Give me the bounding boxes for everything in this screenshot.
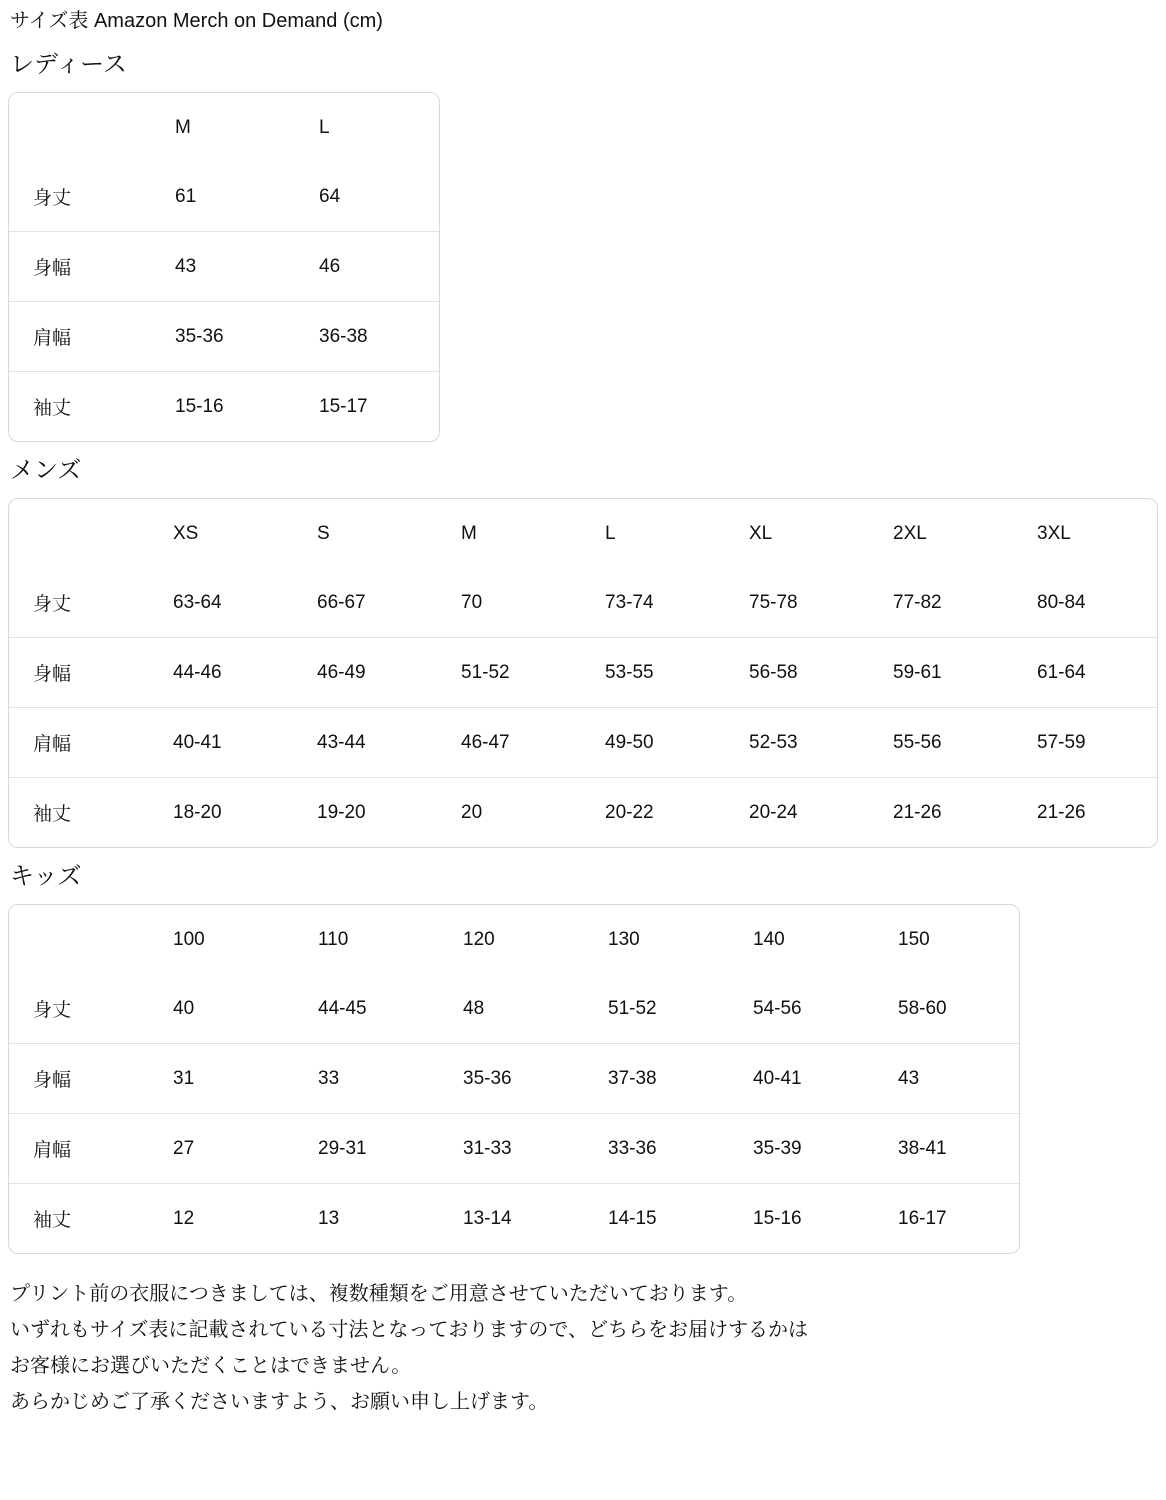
table-cell: 75-78 <box>749 591 798 613</box>
table-cell: 33 <box>294 1044 439 1114</box>
table-cell: 15-16 <box>729 1184 874 1254</box>
table-cell: 35-36 <box>439 1044 584 1114</box>
table-cell: 35-39 <box>729 1114 874 1184</box>
size-table-mens <box>9 499 1157 847</box>
table-cell: 33-36 <box>584 1114 729 1184</box>
table-cell: 19-20 <box>293 778 437 848</box>
note-line: あらかじめご了承くださいますよう、お願い申し上げます。 <box>10 1391 549 1413</box>
row-label: 身幅 <box>9 638 149 708</box>
table-cell: 21-26 <box>1013 778 1157 848</box>
table-row <box>9 162 439 232</box>
table-cell: 53-55 <box>581 638 725 708</box>
table-cell: 18-20 <box>149 778 293 848</box>
table-cell: 44-46 <box>149 638 293 708</box>
table-cell: 13 <box>294 1184 439 1254</box>
table-cell: 55-56 <box>869 708 1013 778</box>
table-row <box>9 568 1157 638</box>
column-header: XL <box>749 522 773 544</box>
row-label: 袖丈 <box>9 1184 149 1254</box>
note-line: お客様にお選びいただくことはできません。 <box>10 1355 412 1377</box>
size-table-kids-wrapper <box>8 904 1020 1254</box>
column-header: 100 <box>173 928 205 950</box>
table-cell: 46-47 <box>437 708 581 778</box>
table-cell: 43 <box>874 1044 1019 1114</box>
table-cell: 48 <box>463 997 485 1019</box>
table-cell: 20-22 <box>581 778 725 848</box>
note-line: いずれもサイズ表に記載されている寸法となっておりますので、どちらをお届けするかは <box>10 1319 808 1341</box>
column-header: L <box>319 116 330 138</box>
table-cell: 29-31 <box>294 1114 439 1184</box>
table-cell: 20 <box>437 778 581 848</box>
table-header-row <box>9 499 1157 568</box>
table-cell: 59-61 <box>869 638 1013 708</box>
table-cell: 70 <box>461 591 483 613</box>
table-cell: 40-41 <box>149 708 293 778</box>
row-label: 身幅 <box>9 1044 149 1114</box>
table-cell: 73-74 <box>605 591 654 613</box>
section-title-kids: キッズ <box>10 863 82 890</box>
table-cell: 77-82 <box>893 591 942 613</box>
table-cell: 49-50 <box>581 708 725 778</box>
table-cell: 16-17 <box>874 1184 1019 1254</box>
table-cell: 51-52 <box>608 997 657 1019</box>
table-cell: 51-52 <box>437 638 581 708</box>
column-header: 3XL <box>1037 522 1071 544</box>
table-cell: 38-41 <box>874 1114 1019 1184</box>
table-cell: 31-33 <box>439 1114 584 1184</box>
column-header: 140 <box>753 928 785 950</box>
table-cell: 54-56 <box>753 997 802 1019</box>
size-table-mens-wrapper <box>8 498 1158 848</box>
column-header: 120 <box>463 928 495 950</box>
table-cell: 14-15 <box>584 1184 729 1254</box>
row-label: 身丈 <box>33 1000 72 1021</box>
table-cell: 58-60 <box>898 997 947 1019</box>
table-row <box>9 232 439 302</box>
table-cell: 15-16 <box>151 372 295 442</box>
table-row <box>9 1114 1019 1184</box>
row-label: 身丈 <box>33 188 72 209</box>
table-cell: 21-26 <box>869 778 1013 848</box>
table-cell: 12 <box>149 1184 294 1254</box>
row-label: 肩幅 <box>9 302 151 372</box>
column-header: 150 <box>898 928 930 950</box>
row-label: 袖丈 <box>9 372 151 442</box>
row-label: 身幅 <box>9 232 151 302</box>
table-cell: 61 <box>175 185 197 207</box>
table-cell: 80-84 <box>1037 591 1086 613</box>
table-cell: 46 <box>295 232 439 302</box>
size-table-kids <box>9 905 1019 1253</box>
note-line: プリント前の衣服につきましては、複数種類をご用意させていただいております。 <box>10 1283 748 1305</box>
table-row <box>9 1044 1019 1114</box>
table-cell: 35-36 <box>151 302 295 372</box>
column-header <box>9 499 149 568</box>
column-header: M <box>175 116 191 138</box>
column-header: L <box>605 522 616 544</box>
table-cell: 27 <box>149 1114 294 1184</box>
table-cell: 40-41 <box>729 1044 874 1114</box>
table-cell: 43-44 <box>293 708 437 778</box>
row-label: 身丈 <box>33 594 72 615</box>
table-cell: 57-59 <box>1013 708 1157 778</box>
table-cell: 31 <box>149 1044 294 1114</box>
table-cell: 13-14 <box>439 1184 584 1254</box>
table-cell: 61-64 <box>1013 638 1157 708</box>
table-cell: 52-53 <box>725 708 869 778</box>
column-header: 130 <box>608 928 640 950</box>
page-title: サイズ表 Amazon Merch on Demand (cm) <box>10 10 383 32</box>
table-row <box>9 974 1019 1044</box>
table-header-row <box>9 905 1019 974</box>
section-title-mens: メンズ <box>10 457 82 484</box>
table-cell: 46-49 <box>293 638 437 708</box>
column-header: S <box>317 522 330 544</box>
table-cell: 15-17 <box>295 372 439 442</box>
column-header <box>9 905 149 974</box>
section-title-ladies: レディース <box>10 51 127 78</box>
column-header <box>9 93 151 162</box>
table-header-row <box>9 93 439 162</box>
column-header: M <box>461 522 477 544</box>
size-table-ladies <box>9 93 439 441</box>
table-cell: 64 <box>319 185 341 207</box>
column-header: XS <box>173 522 199 544</box>
table-row <box>9 778 1157 848</box>
column-header: 110 <box>318 928 349 950</box>
table-cell: 56-58 <box>725 638 869 708</box>
table-cell: 40 <box>173 997 195 1019</box>
table-cell: 66-67 <box>317 591 366 613</box>
table-cell: 43 <box>151 232 295 302</box>
notes-block <box>10 1276 1158 1420</box>
table-row <box>9 372 439 442</box>
table-cell: 20-24 <box>725 778 869 848</box>
row-label: 袖丈 <box>9 778 149 848</box>
table-row <box>9 1184 1019 1254</box>
column-header: 2XL <box>893 522 927 544</box>
table-row <box>9 638 1157 708</box>
table-cell: 37-38 <box>584 1044 729 1114</box>
size-table-ladies-wrapper <box>8 92 440 442</box>
row-label: 肩幅 <box>9 1114 149 1184</box>
table-row <box>9 708 1157 778</box>
table-cell: 63-64 <box>173 591 222 613</box>
table-row <box>9 302 439 372</box>
row-label: 肩幅 <box>9 708 149 778</box>
table-cell: 36-38 <box>295 302 439 372</box>
table-cell: 44-45 <box>318 997 367 1019</box>
